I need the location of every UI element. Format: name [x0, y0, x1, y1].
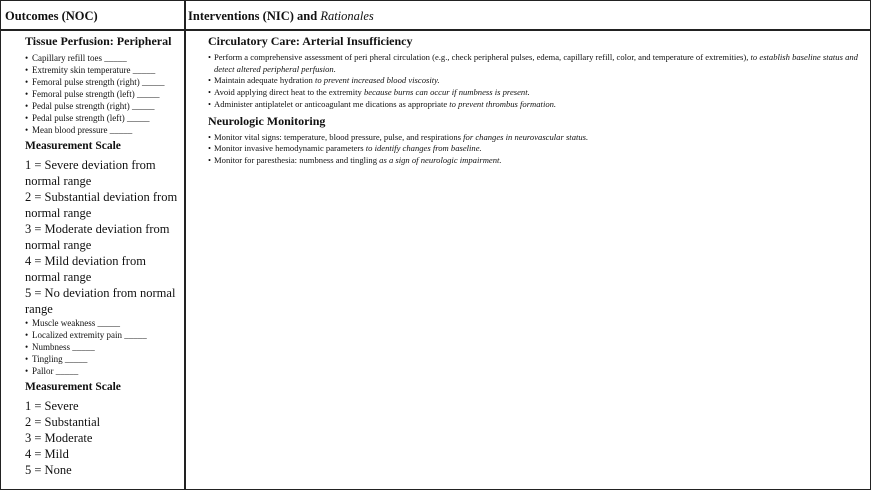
list-item [208, 52, 868, 75]
list-item [208, 155, 868, 167]
outcome-indicator-list [25, 52, 181, 136]
measurement-scale-list [25, 157, 181, 317]
scale-item: 3 = Moderate deviation from normal range [25, 222, 170, 252]
intervention-text: Monitor vital signs: temperature, blood pressure, pulse, and respirations [214, 131, 464, 142]
interventions-column-header [188, 9, 374, 24]
scale-item: 4 = Mild deviation from normal range [25, 254, 146, 284]
list-item [208, 99, 868, 111]
list-item: • Femoral pulse strength (right) _____ [25, 76, 181, 88]
list-item: • Muscle weakness _____ [25, 317, 181, 329]
outcome-section-title: Tissue Perfusion: Peripheral [25, 34, 172, 48]
intervention-list [208, 52, 868, 111]
rationale-text: as a sign of neurologic impairment. [379, 154, 502, 165]
list-item: • Pedal pulse strength (right) _____ [25, 100, 181, 112]
scale-item: 4 = Mild [25, 447, 69, 461]
list-item: • Capillary refill toes _____ [25, 52, 181, 64]
scale-item: 1 = Severe [25, 399, 79, 413]
symptom-indicator-list [25, 317, 181, 377]
list-item: • Femoral pulse strength (left) _____ [25, 88, 181, 100]
measurement-scale-list [25, 398, 181, 478]
list-item: • Extremity skin temperature _____ [25, 64, 181, 76]
intervention-section-title: Neurologic Monitoring [208, 113, 326, 128]
scale-item: 2 = Substantial [25, 415, 101, 429]
scale-item: 3 = Moderate [25, 431, 93, 445]
measurement-scale-title: Measurement Scale [25, 140, 121, 152]
intervention-text: Monitor invasive hemodynamic parameters [214, 143, 366, 154]
list-item [208, 87, 868, 99]
intervention-text: Maintain adequate hydration [214, 75, 315, 86]
intervention-text: Monitor for paresthesia: numbness and tingling [214, 154, 380, 165]
intervention-list [208, 132, 868, 167]
list-item [208, 132, 868, 144]
list-item: • Pedal pulse strength (left) _____ [25, 112, 181, 124]
scale-item: 5 = None [25, 463, 72, 477]
rationale-text: to prevent thrombus formation. [449, 98, 557, 109]
intervention-text: Administer antiplatelet or anticoagulant me dications as appropriate [214, 98, 450, 109]
scale-item: 5 = No deviation from normal range [25, 286, 176, 316]
outcomes-column-header: Outcomes (NOC) [5, 9, 98, 23]
list-item [208, 75, 868, 87]
rationale-text: to prevent increased blood viscosity. [314, 75, 440, 86]
list-item: • Tingling _____ [25, 353, 181, 365]
rationale-text: to identify changes from baseline. [365, 143, 482, 154]
list-item: • Localized extremity pain _____ [25, 329, 181, 341]
column-divider [184, 1, 186, 489]
rationale-text: to establish baseline status and detect altered peripheral perfusion. [214, 52, 858, 74]
list-item: • Numbness _____ [25, 341, 181, 353]
rationale-text: because burns can occur if numbness is present. [363, 87, 530, 98]
scale-item: 1 = Severe deviation from normal range [25, 158, 156, 188]
rationales-header-text: Rationales [320, 9, 374, 23]
interventions-column [208, 34, 868, 167]
table-header-row [1, 1, 870, 31]
interventions-header-text: Interventions (NIC) and [188, 9, 321, 23]
list-item [208, 143, 868, 155]
intervention-section-title: Circulatory Care: Arterial Insufficiency [208, 34, 413, 48]
intervention-text: Avoid applying direct heat to the extremity [214, 87, 364, 98]
rationale-text: for changes in neurovascular status. [463, 131, 589, 142]
outcomes-column [25, 34, 181, 478]
list-item: • Mean blood pressure _____ [25, 124, 181, 136]
intervention-text: Perform a comprehensive assessment of peri pheral circulation (e.g., check peripheral pulses, edema, capillary refill, color, and temperature of extremities), [214, 52, 751, 62]
measurement-scale-title: Measurement Scale [25, 381, 121, 393]
list-item: • Pallor _____ [25, 365, 181, 377]
scale-item: 2 = Substantial deviation from normal range [25, 190, 178, 220]
